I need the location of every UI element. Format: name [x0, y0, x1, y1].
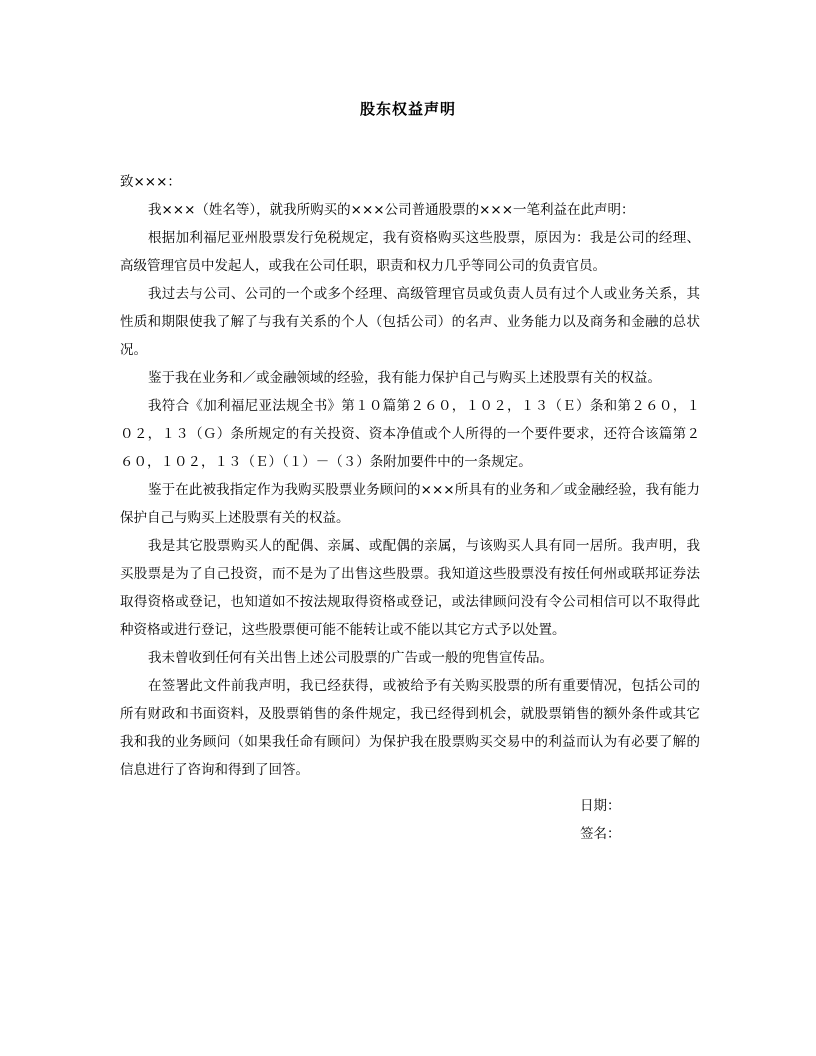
date-label: 日期：: [580, 798, 621, 814]
paragraph-6: 鉴于在此被我指定作为我购买股票业务顾问的×××所具有的业务和／或金融经验，我有能力保护自己与购买上述股票有关的权益。: [120, 482, 700, 526]
document-body: [120, 168, 700, 784]
signature-label: 签名：: [580, 826, 621, 842]
document-title: 股东权益声明: [359, 100, 456, 118]
salutation: 致×××：: [120, 174, 181, 190]
paragraph-5: 我符合《加利福尼亚法规全书》第１０篇第２６０，１０２，１３（Ｅ）条和第２６０，１０２，１３（Ｇ）条所规定的有关投资、资本净值或个人所得的一个要件要求，还符合该篇第２６０，１０２，１３（Ｅ）（１）－（３）条附加要件中的一条规定。: [120, 398, 700, 470]
paragraph-8: 我未曾收到任何有关出售上述公司股票的广告或一般的兜售宣传品。: [148, 650, 553, 666]
paragraph-9: 在签署此文件前我声明，我已经获得，或被给予有关购买股票的所有重要情况，包括公司的所有财政和书面资料，及股票销售的条件规定，我已经得到机会，就股票销售的额外条件或其它我和我的业务顾问（如果我任命有顾问）为保护我在股票购买交易中的利益而认为有必要了解的信息进行了咨询和得到了回答。: [120, 678, 700, 778]
paragraph-7: 我是其它股票购买人的配偶、亲属、或配偶的亲属，与该购买人具有同一居所。我声明，我买股票是为了自己投资，而不是为了出售这些股票。我知道这些股票没有按任何州或联邦证券法取得资格或登记，也知道如不按法规取得资格或登记，或法律顾问没有令公司相信可以不取得此种资格或进行登记，这些股票便可能不能转让或不能以其它方式予以处置。: [120, 538, 700, 638]
paragraph-2: 根据加利福尼亚州股票发行免税规定，我有资格购买这些股票，原因为：我是公司的经理、高级管理官员中发起人，或我在公司任职，职责和权力几乎等同公司的负责官员。: [120, 230, 700, 274]
paragraph-3: 我过去与公司、公司的一个或多个经理、高级管理官员或负责人员有过个人或业务关系，其性质和期限使我了解了与我有关系的个人（包括公司）的名声、业务能力以及商务和金融的总状况。: [120, 286, 700, 358]
paragraph-1: 我×××（姓名等），就我所购买的×××公司普通股票的×××一笔利益在此声明：: [148, 202, 635, 218]
paragraph-4: 鉴于我在业务和／或金融领域的经验，我有能力保护自己与购买上述股票有关的权益。: [148, 370, 661, 386]
